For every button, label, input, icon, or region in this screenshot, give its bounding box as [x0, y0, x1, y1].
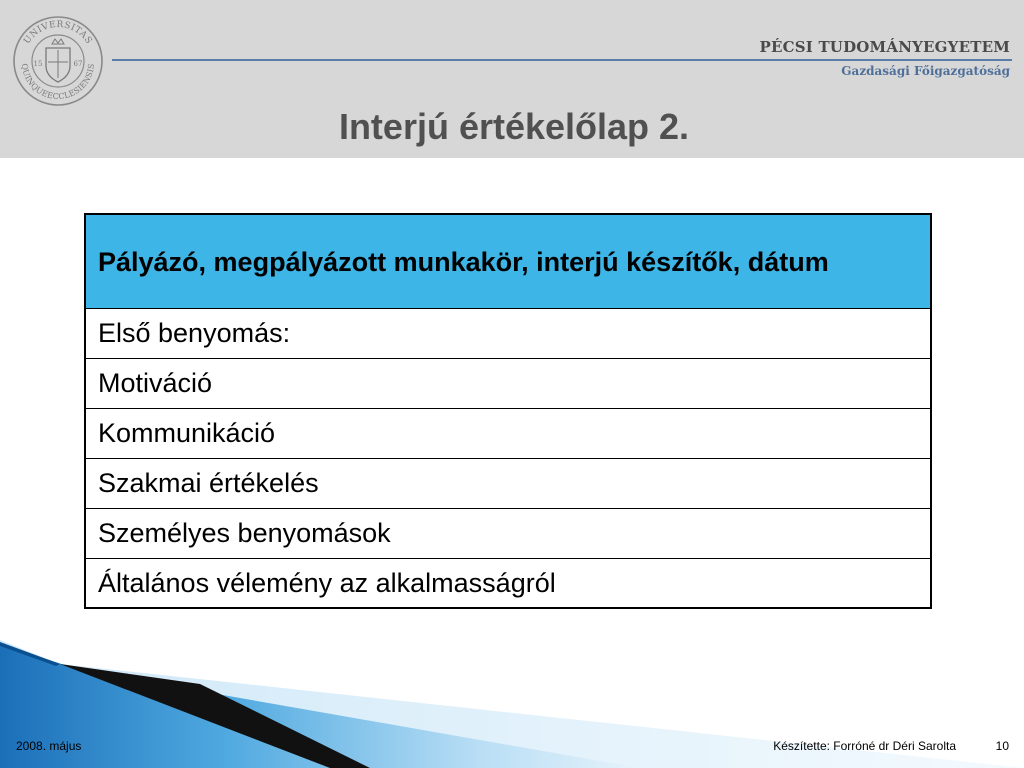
slide-header: [0, 0, 1024, 158]
table-row: [85, 358, 931, 408]
table-row: [85, 558, 931, 608]
header-divider: [112, 59, 1012, 61]
table-row: [85, 508, 931, 558]
row-professional-evaluation: Szakmai értékelés: [85, 458, 931, 508]
row-first-impression: Első benyomás:: [85, 308, 931, 358]
department-name: Gazdasági Főigazgatóság: [841, 64, 1010, 78]
evaluation-table: [84, 213, 932, 609]
svg-text:UNIVERSITAS: UNIVERSITAS: [22, 19, 94, 47]
table-row: [85, 308, 931, 358]
seal-year-right: 67: [73, 60, 83, 68]
university-seal-logo: [12, 14, 104, 108]
table-row: [85, 458, 931, 508]
table-header-cell: Pályázó, megpályázott munkakör, interjú készítők, dátum: [85, 214, 931, 308]
row-personal-impressions: Személyes benyomások: [85, 508, 931, 558]
seal-year-left: 15: [33, 60, 43, 68]
row-communication: Kommunikáció: [85, 408, 931, 458]
table-header-row: [85, 214, 931, 308]
footer-date: 2008. május: [16, 739, 82, 753]
svg-text:QUINQUEECCLESIENSIS: QUINQUEECCLESIENSIS: [19, 62, 97, 102]
row-motivation: Motiváció: [85, 358, 931, 408]
page-number: 10: [995, 739, 1009, 753]
row-general-opinion: Általános vélemény az alkalmasságról: [85, 558, 931, 608]
university-name: PÉCSI TUDOMÁNYEGYETEM: [759, 38, 1010, 56]
footer-author: Készítette: Forróné dr Déri Sarolta: [773, 739, 956, 753]
table-row: [85, 408, 931, 458]
slide-title: Interjú értékelőlap 2.: [338, 106, 690, 147]
